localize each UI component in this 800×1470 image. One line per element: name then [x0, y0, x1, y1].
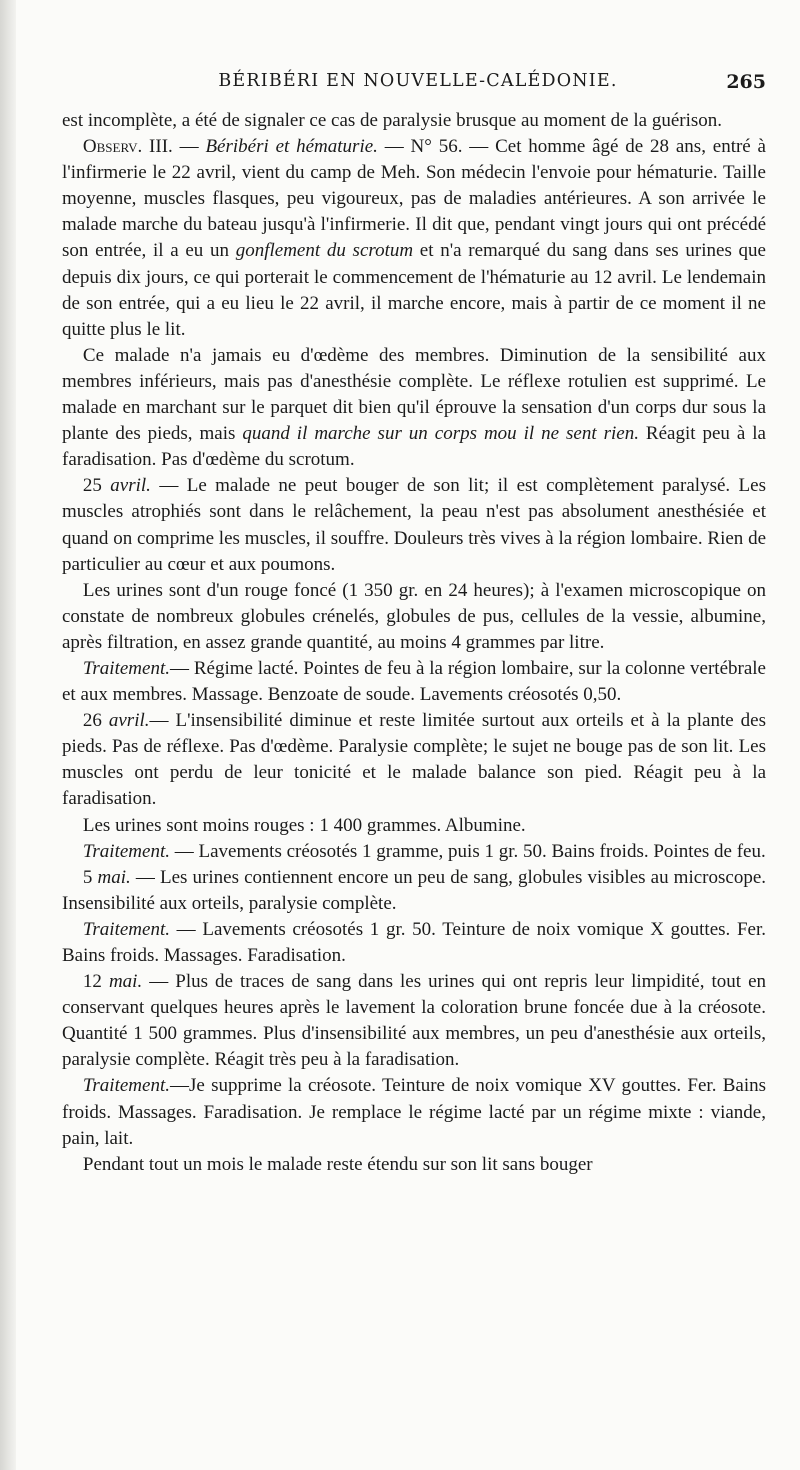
text-run: 25 [82, 475, 111, 497]
page-number: 265 [726, 71, 766, 93]
italic-text: Traitement. [82, 1075, 170, 1097]
text-run: 12 [82, 971, 109, 993]
paragraph [62, 865, 766, 917]
italic-text: avril. [110, 475, 151, 497]
text-run: — Lavements créosotés 1 gramme, puis 1 gr. 50. Bains froids. Pointes de feu. [169, 840, 766, 862]
italic-text: mai. [108, 971, 143, 993]
text-run: Réagit peu à la faradisation. Pas d'œdème du scrotum. [62, 423, 766, 471]
text-run: 5 [82, 866, 98, 888]
paragraph [62, 108, 766, 134]
paragraph [62, 969, 766, 1073]
paragraph [62, 839, 766, 865]
italic-text: mai. [97, 866, 131, 888]
text-run: 26 [82, 710, 109, 732]
text-run: est incomplète, a été de signaler ce cas de paralysie brusque au moment de la guérison. [62, 110, 722, 131]
text-run: —Je supprime la créosote. Teinture de noix vomique XV gouttes. Fer. Bains froids. Massages. Faradisation. Je remplace le régime lacté par un régime mixte : viande, pain, lait. [62, 1075, 766, 1149]
body-text [62, 108, 766, 1178]
text-run: — L'insensibilité diminue et reste limitée surtout aux orteils et à la plante des pieds. Pas de réflexe. Pas d'œdème. Paralysie complète; le sujet ne bouge pas de son lit. Les muscles ont perdu de leur tonicité et le malade balance son pied. Réagit peu à la faradisation. [62, 710, 767, 810]
text-run: — Régime lacté. Pointes de feu à la région lombaire, sur la colonne vertébrale et aux membres. Massage. Benzoate de soude. Lavements créosotés 0,50. [62, 657, 766, 706]
italic-text: quand il marche sur un corps mou il ne sent rien. [242, 423, 639, 445]
page-gutter-shadow [0, 0, 16, 1470]
paragraph [62, 1152, 766, 1178]
paragraph [62, 708, 766, 812]
text-run: Ce malade n'a jamais eu d'œdème des membres. Diminution de la sensibilité aux membres inférieurs, mais pas d'anesthésie complète. Le réflexe rotulien est supprimé. Le malade en marchant sur le parquet dit bien qu'il éprouve la sensation d'un corps dur sous la plante des pieds, mais [62, 344, 766, 445]
text-run: — Le malade ne peut bouger de son lit; il est complètement paralysé. Les muscles atrophiés sont dans le relâchement, la peau n'est pas absolument anesthésiée et quand on comprime les muscles, il souffre. Douleurs très vives à la région lombaire. Rien de particulier au cœur et aux poumons. [62, 475, 766, 575]
running-title: BÉRIBÉRI EN NOUVELLE-CALÉDONIE. [218, 71, 618, 91]
paragraph [62, 656, 766, 708]
italic-text: Béribéri et hématurie. [205, 136, 378, 158]
paragraph [62, 473, 766, 577]
text-run: Pendant tout un mois le malade reste étendu sur son lit sans bouger [82, 1153, 593, 1175]
italic-text: Traitement. [82, 840, 170, 862]
italic-text: Traitement. [82, 657, 170, 679]
text-run: et n'a remarqué du sang dans ses urines que depuis dix jours, ce qui porterait le commencement de l'hématurie au 12 avril. Le lendemain de son entrée, qui a eu lieu le 22 avril, il marche encore, mais à partir de ce moment il ne quitte plus le lit. [62, 240, 766, 340]
italic-text: avril. [108, 710, 150, 732]
paragraph [62, 578, 766, 656]
text-run: III. — [142, 136, 206, 158]
text-run: — Plus de traces de sang dans les urines qui ont repris leur limpidité, tout en conservant quelques heures après le lavement la coloration brune foncée due à la créosote. Quantité 1 500 grammes. Plus d'insensibilité aux membres, un peu d'anesthésie aux orteils, paralysie complète. Réagit très peu à la faradisation. [62, 971, 767, 1071]
paragraph [62, 1073, 766, 1151]
text-run: Les urines sont moins rouges : 1 400 grammes. Albumine. [82, 814, 526, 836]
paragraph [62, 134, 766, 343]
text-run: — Les urines contiennent encore un peu de sang, globules visibles au microscope. Insensibilité aux orteils, paralysie complète. [62, 866, 767, 914]
italic-text: Traitement. [82, 918, 170, 940]
paragraph [62, 813, 766, 839]
text-run: Les urines sont d'un rouge foncé (1 350 gr. en 24 heures); à l'examen microscopique on constate de nombreux globules crénelés, globules de pus, cellules de la vessie, albumine, après filtration, en assez grande quantité, au moins 4 grammes par litre. [62, 579, 766, 653]
text-run: — Lavements créosotés 1 gr. 50. Teinture de noix vomique X gouttes. Fer. Bains froids. Massages. Faradisation. [62, 918, 766, 966]
paragraph [62, 343, 766, 473]
small-caps-text: Observ. [82, 136, 143, 158]
paragraph [62, 917, 766, 969]
italic-text: gonflement du scrotum [235, 240, 414, 262]
text-run: — N° 56. — Cet homme âgé de 28 ans, entré à l'infirmerie le 22 avril, vient du camp de Meh. Son médecin l'envoie pour hématurie. Taille moyenne, muscles flasques, peu vigoureux, pas de maladies antérieures. A son arrivée le malade marche du bateau jusqu'à l'infirmerie. Il dit que, pendant vingt jours qui ont précédé son entrée, il a eu un [62, 136, 766, 262]
page-header [70, 71, 766, 99]
